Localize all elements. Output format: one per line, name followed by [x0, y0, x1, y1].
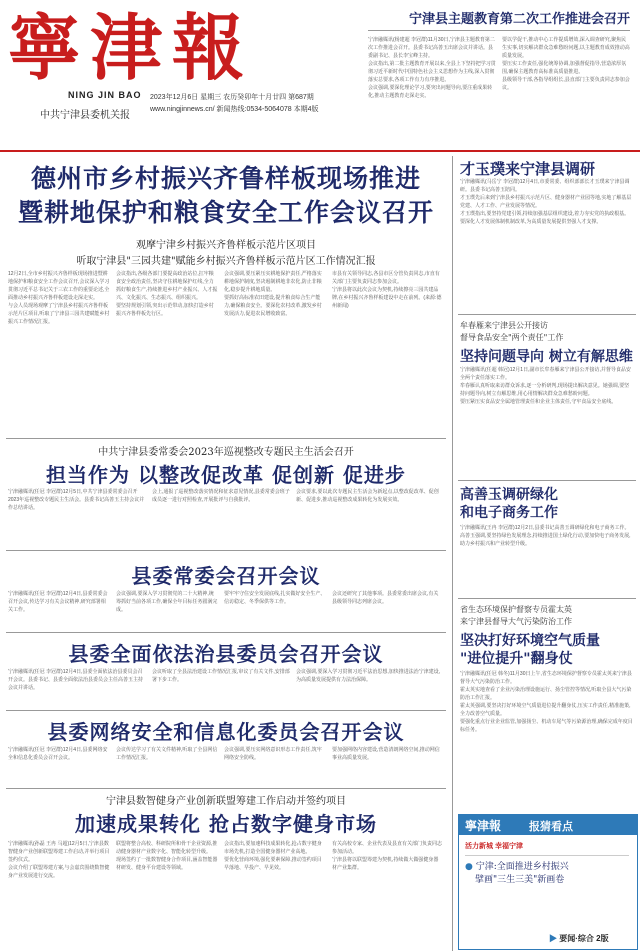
sponsor-line: 中共宁津县委机关报 [40, 110, 130, 121]
body-text-column: 宁津融媒讯(孙磊 王冉 马超)12月5日,宁津县数智健身产业创新联盟筹建工作启动,并举行项目签约仪式。 会议介绍了联盟筹建方案,与会嘉宾围绕数智健身产业发展进行交流。 [8, 841, 110, 879]
teaser-item[interactable] [465, 861, 631, 887]
teaser-title: 报猜看点 [529, 820, 573, 833]
divider [6, 632, 446, 633]
newspaper-logo: 寧津報 [8, 5, 255, 90]
sidebar-story3-headline-2: 和电子商务工作 [460, 505, 558, 521]
body-text-column: 有关高校专家、企业代表及县直有关部门负责同志参加活动。 宁津县将以联盟筹建为契机,持续做大做强健身器材产业集群。 [332, 841, 442, 871]
article4-headline: 县委全面依法治县委员会召开会议 [68, 642, 384, 666]
sidebar-story4-kicker-1: 省生态环境保护督察专员霍太英 [460, 605, 572, 614]
teaser-item-line-2: 擘画"三生三美"新画卷 [475, 875, 565, 885]
sidebar-story4-headline-2: "进位提升"翻身仗 [460, 651, 573, 667]
lead-subhead-2: 听取宁津县"三园共建"赋能乡村振兴齐鲁样板示范片区工作情况汇报 [76, 256, 376, 267]
body-text-column: 宁津融媒讯(任冠 李冠群)12月4日,县委网络安全和信息化委员会召开会议。 [8, 747, 108, 761]
body-text-column: 会议听取了全县法治建设工作情况汇报,审议了有关文件,安排部署下步工作。 [152, 669, 290, 683]
divider [458, 480, 636, 481]
lead-headline-block [6, 162, 446, 242]
body-text-column: 宁津融媒讯(马岳宁 李冠群)12月4日,市委常委、组织部部长才玉璞来宁津县调研。县委书记高善玉陪同。 才玉璞先后来到宁津县乡村振兴示范片区、健身器材产业园等地,实地了解基层党建、人才工作、产业发展等情况。 才玉璞指出,要坚持党建引领,持续加强基层组织建设,着力夯实党的执政根基。要深化人才发展体制机制改革,为高质量发展提供坚强人才支撑。 [460, 179, 632, 225]
body-text-column: 宁津融媒讯(任冠 李冠群)12月5日,中共宁津县委常委会召开2023年巡视整改专题民主生活会。县委书记高善玉主持会议并作总结讲话。 [8, 489, 145, 511]
article2-headline: 担当作为 以整改促改革 促创新 促进步 [46, 463, 406, 487]
teaser-header [459, 815, 637, 835]
body-text-column: 宁津融媒讯(任冠 李冠群)12月4日,县委常委会召开会议,传达学习有关会议精神,研究部署相关工作。 [8, 591, 108, 613]
body-text-column: 12月2日,全市乡村振兴齐鲁样板现场推进暨耕地保护和粮食安全工作会议召开,会议深入学习贯彻习近平总书记关于三农工作的重要论述,全面推动乡村振兴齐鲁样板建设走深走实。 与会人员现场观摩了宁津县乡村振兴齐鲁样板示范片区项目,听取了宁津县三园共建赋能乡村振兴工作情况汇报。 [8, 271, 110, 325]
teaser-section: 活力新城 幸福宁津 [465, 843, 523, 850]
top-right-article [368, 8, 630, 148]
lead-headline-2: 暨耕地保护和粮食安全工作会议召开 [17, 198, 434, 227]
sidebar-story3-headline-1: 高善玉调研绿化 [460, 487, 558, 503]
divider [368, 30, 630, 31]
teaser-page-ref[interactable] [549, 933, 609, 944]
body-text-column: 联盟将整合高校、科研院所和骨干企业资源,推动健身器材产业数字化、智能化转型升级。 现场签约了一批数智健身合作项目,涵盖智能器材研发、健身平台建设等领域。 [116, 841, 218, 871]
sidebar [460, 158, 634, 179]
body-text-column: 宁津融媒讯(任冠 韩冬)11月30日上午,省生态环境保护督察专员霍太英来宁津县督导大气污染防治工作。 霍太英实地查看了企业污染治理设施运行、扬尘管控等情况,听取全县大气污染防治工作汇报。 霍太英强调,要坚决打好环境空气质量进位提升翻身仗,压实工作责任,精准施策,全力改善空气质量。 要强化重点行业企业监管,加强扬尘、机动车尾气等污染源治理,确保完成年度目标任务。 [460, 671, 633, 733]
body-text-column: 会议还研究了其他事项。县委常委出席会议,有关县级领导同志列席会议。 [332, 591, 439, 605]
article6-kicker: 宁津县数智健身产业创新联盟筹建工作启动并签约项目 [106, 796, 346, 807]
lead-headline-1: 德州市乡村振兴齐鲁样板现场推进 [30, 164, 421, 193]
body-text-column: 会议强调,要压紧压实耕地保护责任,严格落实耕地保护制度,坚决遏制耕地非农化,防止非粮化,稳步提升耕地质量。 要抓好高标准农田建设,提升粮食综合生产能力,确保粮食安全。要深化农村改革,激发乡村发展活力,促进农民增收致富。 [224, 271, 322, 317]
article6-headline: 加速成果转化 抢占数字健身市场 [75, 812, 377, 836]
teaser-item-line-1: 宁津:全面推进乡村振兴 [475, 862, 569, 872]
divider [6, 438, 446, 439]
divider [458, 314, 636, 315]
sidebar-story4-headline-1: 坚决打好环境空气质量 [460, 633, 600, 649]
top-right-headline: 宁津县主题教育第二次工作推进会召开 [408, 12, 630, 27]
sidebar-story1-headline: 才玉璞来宁津县调研 [460, 160, 596, 178]
body-text-column: 要以学促干,推动中心工作提质增效,深入调查研究,聚焦民生实事,切实解决群众急难愁盼问题,以主题教育成效推动高质量发展。 要压实工作责任,强化统筹协调,加强督促指导,营造浓厚氛围,确保主题教育高标准高质量推进。 县级领导干部,各指导组组长,县直部门主要负责同志参加会议。 [502, 37, 630, 91]
body-text-column: 要加强网络内容建设,营造清朗网络空间,推动网信事业高质量发展。 [332, 747, 440, 761]
issue-info [150, 92, 360, 116]
divider [6, 710, 446, 711]
divider [458, 598, 636, 599]
body-text-column: 会议强调,要深入学习贯彻党的二十大精神,统筹抓好当前各项工作,确保全年目标任务圆满完成。 [116, 591, 218, 613]
column-divider [452, 156, 453, 951]
body-text-column: 会议强调,要压实网络意识形态工作责任,筑牢网络安全防线。 [224, 747, 322, 761]
article2-kicker: 中共宁津县委常委会2023年巡视整改专题民主生活会召开 [98, 447, 354, 458]
body-text-column: 要牢牢守住安全发展底线,扎实做好安全生产、信访稳定、冬季保供等工作。 [224, 591, 326, 605]
teaser-logo: 寧津報 [465, 819, 502, 833]
sidebar-story4-kicker-2: 来宁津县督导大气污染防治工作 [460, 617, 572, 626]
body-text-column: 市县有关领导同志,各县市区分管负责同志,市直有关部门主要负责同志参加会议。 宁津县将以此次会议为契机,持续擦亮三园共建品牌,在乡村振兴齐鲁样板建设中走在前列。(来源:德州新闻) [332, 271, 442, 309]
issue-date-line: 2023年12月6日 星期三 农历癸卯年十月廿四 第687期 [150, 94, 314, 101]
sidebar-story2-headline: 坚持问题导向 树立有解思维 [460, 349, 633, 365]
body-text-column: 会议强调,要深入学习贯彻习近平法治思想,加快推进法治宁津建设,为高质量发展提供有力法治保障。 [296, 669, 441, 683]
article5-headline: 县委网络安全和信息化委员会召开会议 [47, 720, 405, 744]
divider [6, 788, 446, 789]
body-text-column: 会议指出,各级各部门要提高政治站位,扛牢粮食安全政治责任,坚决守住耕地保护红线,全力抓好粮食生产,持续推进乡村产业振兴、人才振兴、文化振兴、生态振兴、组织振兴。 要坚持规划引领,突出示范带动,加快打造乡村振兴齐鲁样板先行区。 [116, 271, 218, 317]
body-text-column: 会议要求,要以此次专题民主生活会为新起点,以整改促改革、促创新、促进步,推动巡视整改成果转化为发展实效。 [296, 489, 439, 503]
masthead [0, 0, 360, 150]
body-text-column: 会议指出,要加速科技成果转化,抢占数字健身市场先机,打造全国健身器材产业高地。 要优化营商环境,强化要素保障,推动签约项目早落地、早投产、早见效。 [224, 841, 322, 871]
body-text-column: 宁津融媒讯(王冉 李冠群)12月2日,县委书记高善玉调研绿化和电子商务工作。 高善玉强调,要坚持绿色发展理念,持续推进国土绿化行动,要加快电子商务发展,助力乡村振兴和产业转型升级。 [460, 525, 631, 547]
teaser-page-label: 要闻·综合 2版 [559, 934, 609, 943]
lead-subhead-1: 观摩宁津乡村振兴齐鲁样板示范片区项目 [136, 240, 316, 251]
sidebar-story2-kicker-1: 牟春雁来宁津县公开接访 [460, 321, 548, 330]
body-text-column: 宁津融媒讯(任超 韩冠)12月1日,副市长牟春雁来宁津县公开接访,并督导食品安全两个责任落实工作。 牟春雁认真听取来访群众诉求,逐一分析研判,现场提出解决意见。她强调,要坚持问题导向,树立有解思维,用心用情解决群众急难愁盼问题。 要压紧压实食品安全属地管理责任和企业主体责任,守牢食品安全底线。 [460, 367, 631, 405]
sidebar-story2-kicker-2: 督导食品安全"两个责任"工作 [460, 333, 564, 342]
body-text-column: 宁津融媒讯(杨建超 李冠群)11月30日,宁津县主题教育第二次工作推进会召开。县委书记高善玉出席会议并讲话。县委副书记、县长李宝峰主持。 会议指出,第二批主题教育开展以来,全县上下坚持把学习贯彻习近平新时代中国特色社会主义思想作为主线,深入贯彻落实总要求,各项工作有力有序推进。 会议强调,要深化理论学习,要突出问题导向,要注重成果转化,推动主题教育走深走实。 [368, 37, 496, 99]
arrow-icon: ▶ [549, 934, 560, 943]
body-text-column: 会上,通报了巡视整改落实情况和征求意见情况,县委常委会班子成员逐一进行对照检查,开展批评与自我批评。 [152, 489, 290, 503]
article3-headline: 县委常委会召开会议 [131, 564, 321, 588]
body-text-column: 宁津融媒讯(任冠 李冠群)12月4日,县委全面依法治县委员会召开会议。县委书记、县委全面依法治县委员会主任高善玉主持会议并讲话。 [8, 669, 144, 691]
teaser-box [458, 814, 638, 950]
masthead-rule [0, 150, 640, 152]
bullet-icon: ● [465, 862, 476, 872]
body-text-column: 会议传达学习了有关文件精神,听取了全县网信工作情况汇报。 [116, 747, 218, 761]
divider [465, 855, 629, 856]
logo-pinyin: NING JIN BAO [68, 90, 142, 100]
issue-contact-line: www.ningjinnews.cn/ 新闻热线:0534-5064078 本期4版 [150, 106, 319, 113]
divider [6, 550, 446, 551]
